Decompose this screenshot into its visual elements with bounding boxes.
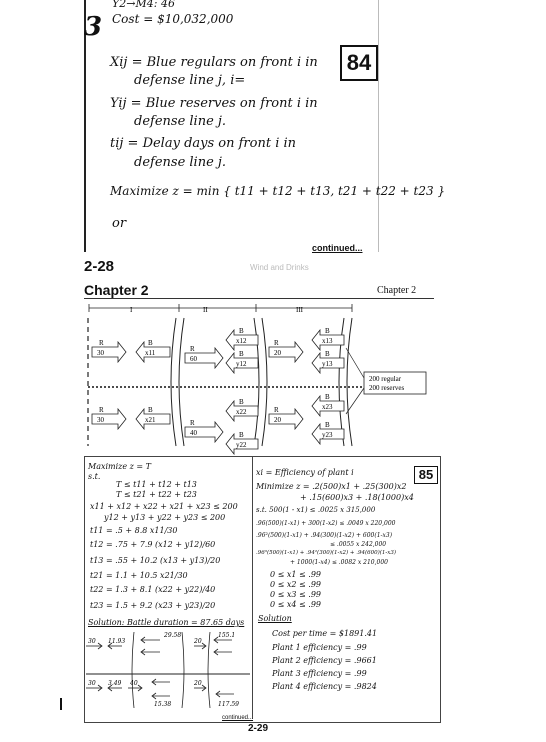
blue-label: B: [239, 327, 244, 335]
sketch-value: 3.49: [108, 680, 122, 687]
sketch-value: 11.93: [108, 638, 126, 645]
solution-line: Plant 2 efficiency = .9661: [272, 656, 377, 665]
blue-var: y22: [236, 441, 247, 449]
red-force-value: 20: [274, 349, 281, 357]
zone-label: II: [203, 306, 208, 314]
formulation-line: x11 + x12 + x22 + x21 + x23 ≤ 200: [90, 502, 238, 511]
blue-label: B: [325, 393, 330, 401]
bound-line: 0 ≤ x4 ≤ .99: [270, 600, 321, 609]
formulation-line: t22 = 1.3 + 8.1 (x22 + y22)/40: [90, 585, 216, 594]
blue-label: B: [325, 350, 330, 358]
problem-number-box: 85: [414, 466, 438, 484]
formulation-line: t13 = .55 + 10.2 (x13 + y13)/20: [90, 556, 221, 565]
solution-line: Plant 1 efficiency = .99: [272, 643, 367, 652]
blue-label: B: [148, 406, 153, 414]
problem-number-box: 84: [340, 45, 378, 81]
red-force-value: 20: [274, 416, 281, 424]
top-solution-card: [84, 0, 379, 252]
formulation-line: T ≤ t11 + t12 + t13: [116, 480, 197, 489]
sketch-value: 20: [194, 680, 202, 687]
sketch-value: 29.58: [164, 632, 182, 639]
formulation-line: T ≤ t21 + t22 + t23: [116, 490, 197, 499]
blue-label: B: [239, 350, 244, 358]
blue-var: x23: [322, 403, 333, 411]
formulation-line: t12 = .75 + 7.9 (x12 + y12)/60: [90, 540, 216, 549]
defense-lines-diagram: [84, 296, 444, 456]
red-force-value: 30: [97, 416, 104, 424]
blue-var: y13: [322, 360, 333, 368]
bound-line: 0 ≤ x1 ≤ .99: [270, 570, 321, 579]
or-line: or: [112, 216, 127, 231]
formulation-line: + .15(600)x3 + .18(1000)x4: [300, 493, 414, 502]
def-line: tij = Delay days on front i in: [110, 136, 297, 151]
red-label: R: [190, 345, 195, 353]
blue-label: B: [239, 431, 244, 439]
bound-line: 0 ≤ x2 ≤ .99: [270, 580, 321, 589]
page-number-top: 2-28: [84, 258, 115, 275]
formulation-line: .96³(500)(1-x1) + .94²(300)(1-x2) + .94(600)(1-x3): [256, 550, 396, 556]
solution-sketch: [86, 630, 250, 710]
chapter-heading: Chapter 2: [84, 282, 149, 298]
formulation-line: ≤ .0055 x 242,000: [330, 541, 387, 548]
formulation-line: Maximize z = T: [88, 462, 152, 471]
blue-var: y23: [322, 431, 333, 439]
faint-bleed-text: Wind and Drinks: [250, 263, 309, 272]
bound-line: 0 ≤ x3 ≤ .99: [270, 590, 321, 599]
top-line-1: Y2→M4: 46: [112, 0, 175, 10]
def-line: defense line j, i=: [134, 73, 246, 88]
formulation-line: s.t.: [88, 472, 101, 481]
def-line: defense line j.: [134, 155, 227, 170]
page-number-bottom: 2-29: [248, 723, 269, 734]
card-number: 3: [84, 12, 103, 42]
sketch-value: 155.1: [218, 632, 236, 639]
red-force-value: 40: [190, 429, 197, 437]
card-divider: [252, 457, 253, 719]
solution-line: Solution: Battle duration = 87.65 days: [88, 618, 245, 627]
sketch-value: 20: [194, 638, 202, 645]
formulation-line: y12 + y13 + y22 + y23 ≤ 200: [104, 513, 226, 522]
formulation-line: t11 = .5 + 8.8 x11/30: [90, 526, 178, 535]
top-line-2: Cost = $10,032,000: [112, 12, 234, 26]
blue-var: x11: [145, 349, 156, 357]
blue-label: B: [325, 421, 330, 429]
def-line: Yij = Blue reserves on front i in: [110, 96, 318, 111]
blue-var: y12: [236, 360, 247, 368]
solution-heading: Solution: [258, 614, 292, 623]
formulation-line: .96²(500)(1-x1) + .94(300)(1-x2) + 600(1-x3): [256, 532, 393, 539]
red-force-value: 30: [97, 349, 104, 357]
def-line: Xij = Blue regulars on front i in: [110, 55, 318, 70]
formulation-line: xi = Efficiency of plant i: [256, 468, 354, 477]
red-label: R: [99, 339, 104, 347]
continued-label: continued...: [312, 243, 363, 253]
solution-line: Plant 3 efficiency = .99: [272, 669, 367, 678]
sketch-value: 15.38: [154, 701, 172, 708]
sketch-value: 30: [88, 638, 96, 645]
formulation-line: t23 = 1.5 + 9.2 (x23 + y23)/20: [90, 601, 216, 610]
solution-line: Cost per time = $1891.41: [272, 629, 378, 638]
callout-line: 200 regular: [369, 375, 402, 383]
red-label: R: [274, 339, 279, 347]
blue-var: x12: [236, 337, 247, 345]
blue-var: x22: [236, 408, 247, 416]
blue-var: x21: [145, 416, 156, 424]
red-force-value: 60: [190, 355, 197, 363]
formulation-line: t21 = 1.1 + 10.5 x21/30: [90, 571, 188, 580]
continued-label: continued...: [222, 715, 254, 721]
red-label: R: [274, 406, 279, 414]
red-label: R: [99, 406, 104, 414]
solution-line: Plant 4 efficiency = .9824: [272, 682, 377, 691]
objective-line: Maximize z = min { t11 + t12 + t13, t21 + t22 + t23 }: [110, 184, 446, 198]
blue-label: B: [325, 327, 330, 335]
formulation-line: Minimize z = .2(500)x1 + .25(300)x2: [256, 482, 407, 491]
sketch-value: 40: [130, 680, 138, 687]
blue-label: B: [239, 398, 244, 406]
red-label: R: [190, 419, 195, 427]
callout-line: 200 reserves: [369, 384, 405, 392]
chapter-running-head: Chapter 2: [377, 285, 417, 296]
zone-label: III: [296, 306, 303, 314]
zone-label: I: [130, 306, 133, 314]
sketch-value: 30: [88, 680, 96, 687]
sketch-value: 117.59: [218, 701, 239, 708]
formulation-line: s.t. 500(1 - x1) ≤ .0025 x 315,000: [256, 506, 376, 514]
formulation-line: + 1000(1-x4) ≤ .0082 x 210,000: [290, 559, 388, 566]
margin-mark: [60, 698, 62, 710]
blue-label: B: [148, 339, 153, 347]
def-line: defense line j.: [134, 114, 227, 129]
blue-var: x13: [322, 337, 333, 345]
formulation-line: .96(500)(1-x1) + 300(1-x2) ≤ .0049 x 220,000: [256, 520, 396, 527]
